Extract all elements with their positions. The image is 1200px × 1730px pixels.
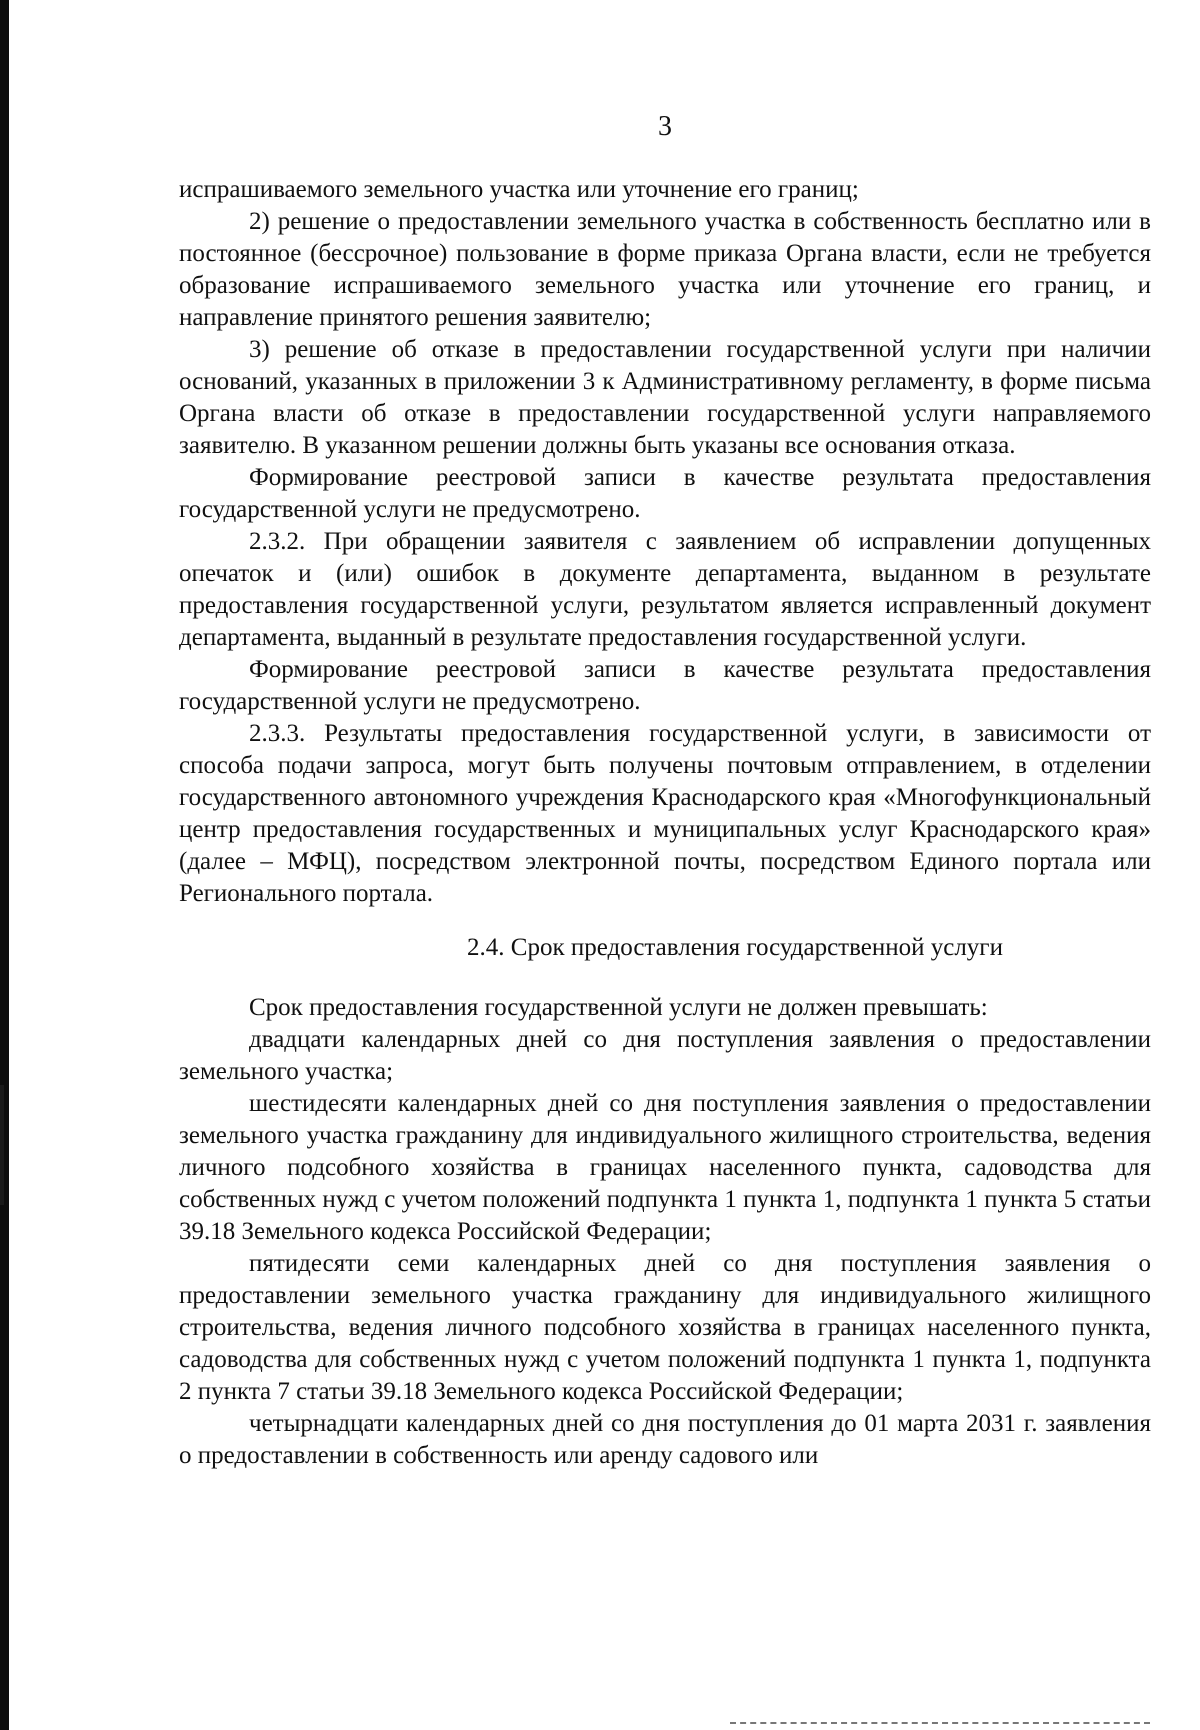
paragraph-term-60-days: шестидесяти календарных дней со дня поступления заявления о предоставлении земельного участка гражданину для индивидуального жилищного строительства, ведения личного подсобного хозяйства в границах населенного пункта, садоводства для собственных нужд с учетом положений подпункта 1 пункта 1, подпункта 1 пункта 5 статьи 39.18 Земельного кодекса Российской Федерации; (179, 1090, 1151, 1245)
paragraph-item-2: 2) решение о предоставлении земельного участка в собственность бесплатно или в постоянное (бессрочное) пользование в форме приказа Органа власти, если не требуется образование испрашиваемого земельного участка или уточнение его границ, и направление принятого решения заявителю; (179, 208, 1151, 331)
paragraph-term-57-days: пятидесяти семи календарных дней со дня поступления заявления о предоставлении земельного участка гражданину для индивидуального жилищного строительства, ведения личного подсобного хозяйства в границах населенного пункта, садоводства для собственных нужд с учетом положений подпункта 1 пункта 1, подпункта 2 пункта 7 статьи 39.18 Земельного кодекса Российской Федерации; (179, 1250, 1151, 1405)
paragraph-item-3: 3) решение об отказе в предоставлении государственной услуги при наличии оснований, указанных в приложении 3 к Административному регламенту, в форме письма Органа власти об отказе в предоставлении государственной услуги направляемого заявителю. В указанном решении должны быть указаны все основания отказа. (179, 336, 1151, 459)
paragraph-term-14-days: четырнадцати календарных дней со дня поступления до 01 марта 2031 г. заявления о предоставлении в собственность или аренду садового или (179, 1410, 1151, 1469)
paragraph-continuation: испрашиваемого земельного участка или уточнение его границ; (179, 176, 859, 203)
paragraph-term-intro: Срок предоставления государственной услуги не должен превышать: (249, 994, 988, 1021)
paragraph-registry-note-1: Формирование реестровой записи в качестве результата предоставления государственной услуги не предусмотрено. (179, 464, 1151, 523)
paragraph-2-3-2: 2.3.2. При обращении заявителя с заявлением об исправлении допущенных опечаток и (или) ошибок в документе департамента, выданном в результате предоставления государственной услуги, результатом является исправленный документ департамента, выданный в результате предоставления государственной услуги. (179, 528, 1151, 651)
scan-left-edge (0, 0, 9, 1730)
paragraph-2-3-3: 2.3.3. Результаты предоставления государственной услуги, в зависимости от способа подачи запроса, могут быть получены почтовым отправлением, в отделении государственного автономного учреждения Краснодарского края «Многофункциональный центр предоставления государственных и муниципальных услуг Краснодарского края» (далее – МФЦ), посредством электронной почты, посредством Единого портала или Регионального портала. (179, 720, 1151, 907)
page-number: 3 (658, 111, 672, 142)
paragraph-registry-note-2: Формирование реестровой записи в качестве результата предоставления государственной услуги не предусмотрено. (179, 656, 1151, 715)
paragraph-term-20-days: двадцати календарных дней со дня поступления заявления о предоставлении земельного участка; (179, 1026, 1151, 1085)
section-heading: 2.4. Срок предоставления государственной услуги (467, 934, 1003, 961)
scan-mark (0, 1085, 4, 1205)
document-body (179, 174, 1151, 1472)
scan-bottom-dashes (730, 1722, 1150, 1724)
